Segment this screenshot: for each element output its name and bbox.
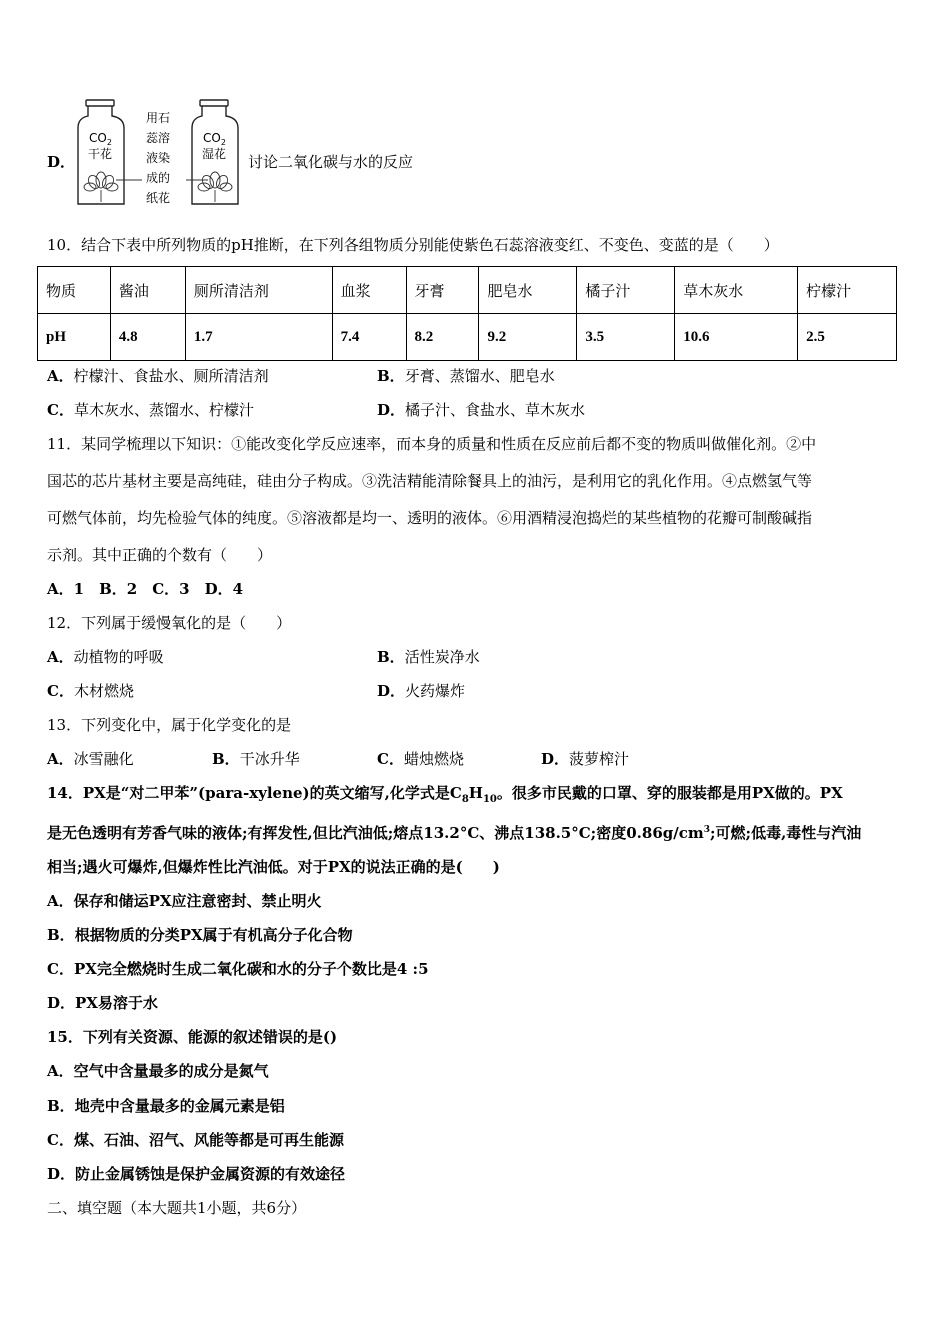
flower-icon	[198, 172, 232, 202]
table-cell: 肥皂水	[479, 267, 577, 314]
table-cell: 9.2	[479, 314, 577, 361]
q10-option-d: D．橘子汁、食盐水、草木灰水	[377, 401, 586, 419]
q11-line-3: 可燃气体前，均先检验气体的纯度。⑤溶液都是均一、透明的液体。⑥用酒精浸泡捣烂的某些植物的花瓣可制酸碱指	[47, 509, 813, 527]
q12-option-d: D．火药爆炸	[377, 682, 466, 700]
q11-line-1: 11．某同学梳理以下知识：①能改变化学反应速率，而本身的质量和性质在反应前后都不变的物质叫做催化剂。②中	[47, 435, 817, 453]
q14-option-d: D．PX易溶于水	[47, 994, 158, 1012]
q15-option-d: D．防止金属锈蚀是保护金属资源的有效途径	[47, 1165, 346, 1183]
q15-stem: 15．下列有关资源、能源的叙述错误的是()	[47, 1028, 338, 1046]
q12-stem: 12．下列属于缓慢氧化的是（ ）	[47, 614, 292, 632]
q15-option-c: C．煤、石油、沼气、风能等都是可再生能源	[47, 1131, 344, 1149]
q14-option-c: C．PX完全燃烧时生成二氧化碳和水的分子个数比是4 :5	[47, 960, 429, 978]
q14-line-2: 是无色透明有芳香气味的液体;有挥发性,但比汽油低;熔点13.2°C、沸点138.5°C;密度$0.86g/cm^3$;可燃;低毒,毒性与汽油	[47, 824, 862, 842]
jar1-flower-label: 干花	[88, 147, 113, 161]
q14-line-3: 相当;遇火可爆炸,但爆炸性比汽油低。对于PX的说法正确的是( )	[47, 858, 500, 876]
q15-option-a: A．空气中含量最多的成分是氮气	[47, 1062, 269, 1080]
flower-icon	[84, 172, 118, 202]
q11-line-4: 示剂。其中正确的个数有（ ）	[47, 546, 273, 564]
table-cell: 8.2	[406, 314, 479, 361]
table-cell: 1.7	[185, 314, 332, 361]
table-cell: 10.6	[675, 314, 798, 361]
flower-note: 用石 蕊溶 液染 成的 纸花	[146, 111, 171, 205]
q10-option-b: B．牙膏、蒸馏水、肥皂水	[377, 367, 555, 385]
q10-stem: 10．结合下表中所列物质的pH推断，在下列各组物质分别能使紫色石蕊溶液变红、不变色、变蓝的是（ ）	[47, 236, 779, 254]
section-heading: 二、填空题（本大题共1小题，共6分）	[47, 1199, 307, 1217]
table-cell: 7.4	[332, 314, 406, 361]
q10-option-c: C．草木灰水、蒸馏水、柠檬汁	[47, 401, 254, 419]
q14-line-1: 14．PX是“对二甲苯”(para-xylene)的英文缩写,化学式是$C_8H_{10}$。很多市民戴的口罩、穿的服装都是用PX做的。PX	[47, 784, 843, 805]
q13-option-a: A．冰雪融化	[47, 750, 134, 768]
table-cell: 3.5	[577, 314, 675, 361]
table-cell: 2.5	[798, 314, 897, 361]
q14-option-b: B．根据物质的分类PX属于有机高分子化合物	[47, 926, 353, 944]
q10-option-a: A．柠檬汁、食盐水、厕所清洁剂	[47, 367, 269, 385]
q13-option-b: B．干冰升华	[212, 750, 300, 768]
q11-line-2: 国芯的芯片基材主要是高纯硅，硅由分子构成。③洗洁精能清除餐具上的油污，是利用它的乳化作用。④点燃氢气等	[47, 472, 813, 490]
jar2-co2-label: $CO_2$	[203, 131, 226, 147]
q13-option-d: D．菠萝榨汁	[541, 750, 630, 768]
q11-options: A．1 B．2 C．3 D．4	[47, 580, 244, 598]
table-row	[38, 314, 897, 361]
jar2-flower-label: 湿花	[202, 147, 227, 161]
table-cell: 物质	[38, 267, 111, 314]
q12-option-a: A．动植物的呼吸	[47, 648, 164, 666]
table-cell: 血浆	[332, 267, 406, 314]
table-cell: 柠檬汁	[798, 267, 897, 314]
table-cell: 酱油	[110, 267, 185, 314]
q14-option-a: A．保存和储运PX应注意密封、禁止明火	[47, 892, 322, 910]
q12-option-c: C．木材燃烧	[47, 682, 134, 700]
table-cell: 4.8	[110, 314, 185, 361]
q13-option-c: C．蜡烛燃烧	[377, 750, 464, 768]
q13-stem: 13．下列变化中，属于化学变化的是	[47, 716, 292, 734]
table-cell: pH	[38, 314, 111, 361]
table-cell: 橘子汁	[577, 267, 675, 314]
q12-option-b: B．活性炭净水	[377, 648, 480, 666]
table-cell: 草木灰水	[675, 267, 798, 314]
jar1-co2-label: $CO_2$	[89, 131, 112, 147]
q9-option-d-text: 讨论二氧化碳与水的反应	[248, 153, 414, 171]
table-cell: 牙膏	[406, 267, 479, 314]
table-header-row	[38, 267, 897, 314]
co2-flower-jars-figure	[66, 98, 256, 210]
ph-table	[37, 266, 897, 361]
q9-option-d-letter: D．	[47, 153, 76, 171]
q15-option-b: B．地壳中含量最多的金属元素是铝	[47, 1097, 285, 1115]
table-cell: 厕所清洁剂	[185, 267, 332, 314]
